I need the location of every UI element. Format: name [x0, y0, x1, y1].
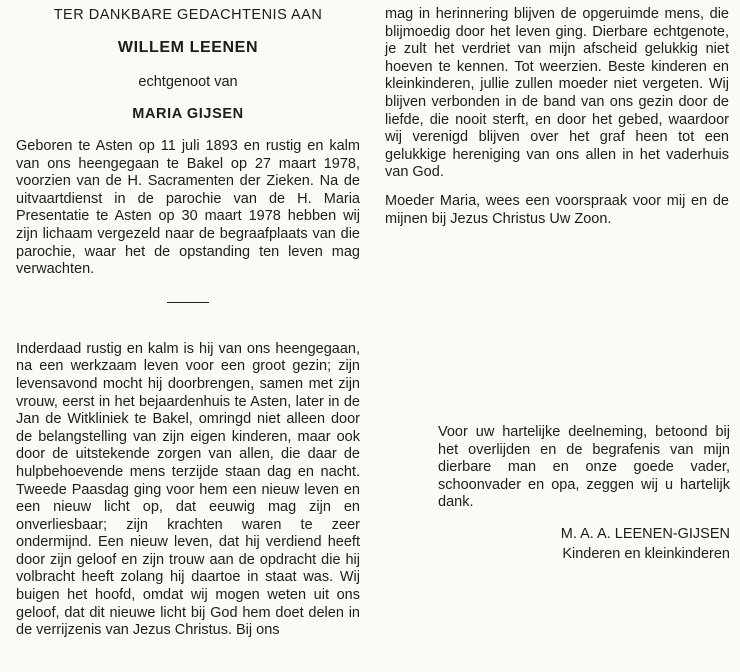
right-column	[385, 6, 729, 228]
relation-label: echtgenoot van	[138, 74, 238, 90]
biography-paragraph: Geboren te Asten op 11 juli 1893 en rustig en kalm van ons heengegaan te Bakel op 27 maart 1978, voorzien van de H. Sacramenten der Zieken. Na de uitvaartdienst in de parochie van de H. Maria Presentatie te Asten op 30 maart 1978 hebben wij zijn lichaam vergezeld naar de begraafplaats van die parochie, waar het de opstanding ten leven mag verwachten.	[16, 138, 360, 278]
acknowledgement-block	[438, 424, 730, 563]
prayer-paragraph: Moeder Maria, wees een voorspraak voor mij en de mijnen bij Jezus Christus Uw Zoon.	[385, 192, 729, 227]
tribute-paragraph-part1: Inderdaad rustig en kalm is hij van ons heengegaan, na een werkzaam leven voor een groot gezin; zijn levensavond mocht hij doorbrengen, samen met zijn vrouw, eerst in het bejaardenhuis te Asten, later in de Jan de Witkliniek te Bakel, omringd niet alleen door de belangstelling van zijn eigen kinderen, maar ook door de uitstekende zorgen van allen, die daar de hulpbehoevende mens terzijde staan dag en nacht. Tweede Paasdag ging voor hem een nieuw leven en een nieuw licht op, dat eeuwig mag zijn en onverliesbaar; zijn krachten waren te zeer ondermijnd. Een nieuw leven, dat hij verdiend heeft door zijn geloof en zijn trouw aan de opdracht die hij volbracht heeft zolang hij daartoe in staat was. Wij buigen het hoofd, omdat wij mogen weten uit ons geloof, dat dit nieuwe licht bij God hem doet delen in de verrijzenis van Jezus Christus. Bij ons	[16, 340, 360, 639]
tribute-paragraph-part2: mag in herinnering blijven de opgeruimde mens, die blijmoedig door het leven ging. Dierbare echtgenote, je zult het verdriet van mijn afscheid gelukkig niet hoeven te kennen. Tot weerzien. Beste kinderen en kleinkinderen, jullie zullen moeder niet vergeten. Wij blijven verbonden in de band van ons gezin door de liefde, die nooit sterft, en door het gebed, waardoor wij verenigd blijven over het graf heen tot een gelukkige hereniging van ons allen in het vaderhuis van God.	[385, 6, 729, 181]
family-signature: Kinderen en kleinkinderen	[562, 545, 730, 562]
signature: M. A. A. LEENEN-GIJSEN	[560, 525, 730, 542]
left-column	[16, 6, 360, 640]
spouse-name: MARIA GIJSEN	[132, 106, 244, 122]
memorial-heading: TER DANKBARE GEDACHTENIS AAN	[53, 7, 323, 23]
deceased-name: WILLEM LEENEN	[117, 39, 259, 56]
section-divider	[167, 302, 209, 303]
acknowledgement-text: Voor uw hartelijke deelneming, betoond bij het overlijden en de begrafenis van mijn dierbare man en onze goede vader, schoonvader en opa, zeggen wij u hartelijk dank.	[438, 424, 730, 511]
